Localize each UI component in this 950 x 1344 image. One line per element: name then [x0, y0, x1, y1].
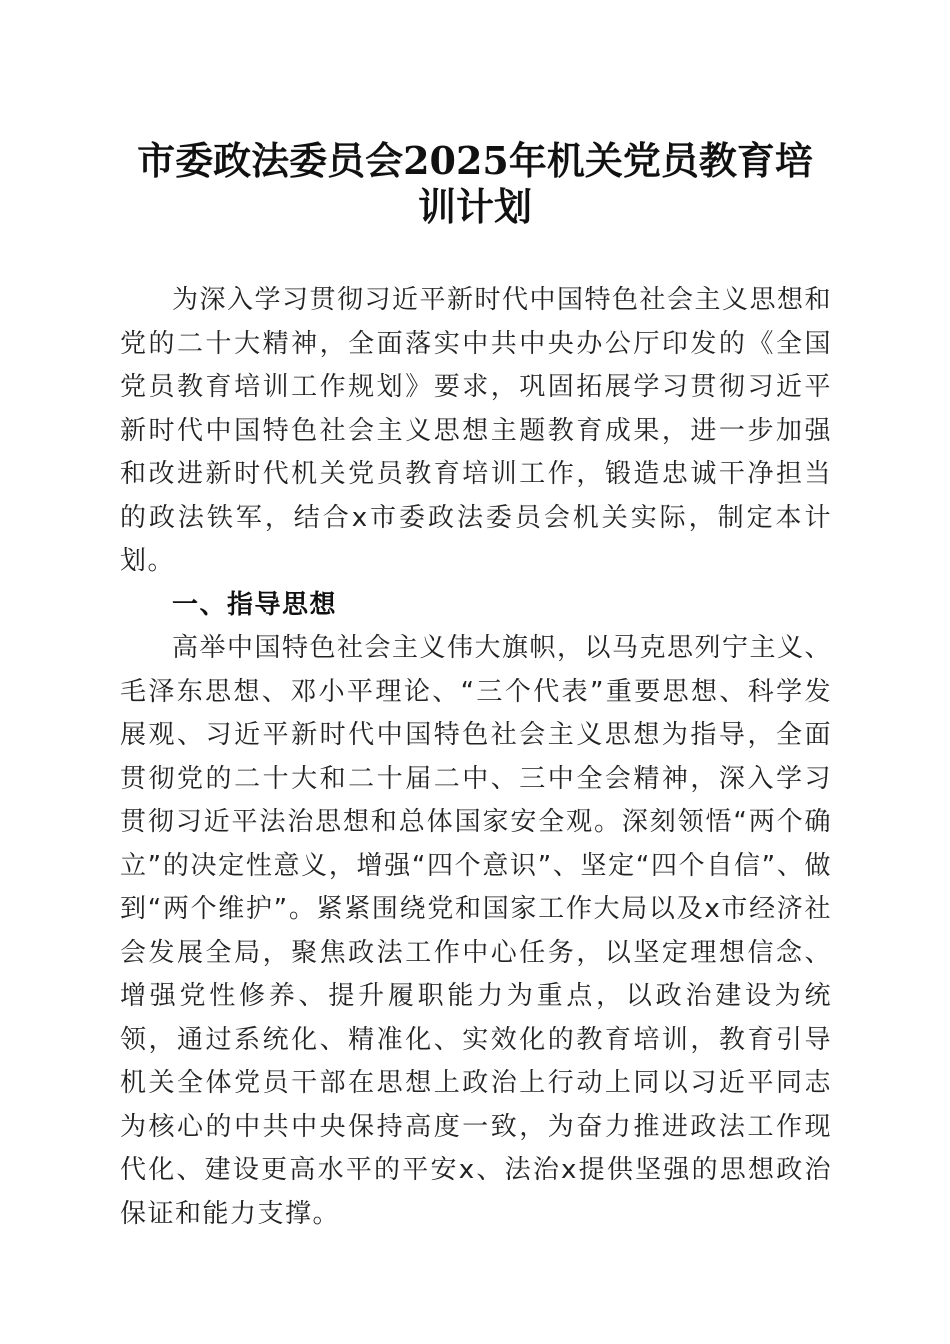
document-body	[120, 279, 832, 1236]
section-heading-guiding-ideology: 一、指导思想	[172, 589, 338, 620]
intro-paragraph: 为深入学习贯彻习近平新时代中国特色社会主义思想和党的二十大精神，全面落实中共中央办公厅印发的《全国党员教育培训工作规划》要求，巩固拓展学习贯彻习近平新时代中国特色社会主义思想主题教育成果，进一步加强和改进新时代机关党员教育培训工作，锻造忠诚干净担当的政法铁军，结合x市委政法委员会机关实际，制定本计划。	[120, 285, 833, 576]
document-title: 市委政法委员会2025年机关党员教育培训计划	[137, 138, 813, 229]
guiding-ideology-paragraph: 高举中国特色社会主义伟大旗帜，以马克思列宁主义、毛泽东思想、邓小平理论、“三个代表”重要思想、科学发展观、习近平新时代中国特色社会主义思想为指导，全面贯彻党的二十大和二十届二中、三中全会精神，深入学习贯彻习近平法治思想和总体国家安全观。深刻领悟“两个确立”的决定性意义，增强“四个意识”、坚定“四个自信”、做到“两个维护”。紧紧围绕党和国家工作大局以及x市经济社会发展全局，聚焦政法工作中心任务，以坚定理想信念、增强党性修养、提升履职能力为重点，以政治建设为统领，通过系统化、精准化、实效化的教育培训，教育引导机关全体党员干部在思想上政治上行动上同以习近平同志为核心的中共中央保持高度一致，为奋力推进政法工作现代化、建设更高水平的平安x、法治x提供坚强的思想政治保证和能力支撑。	[120, 633, 833, 1229]
